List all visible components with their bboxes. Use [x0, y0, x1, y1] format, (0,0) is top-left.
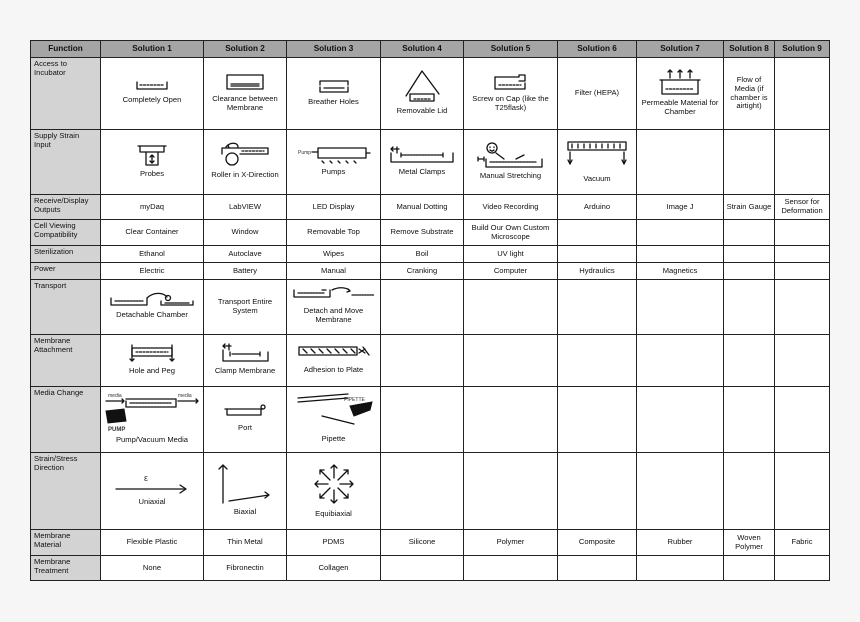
solution-label: Electric [139, 265, 165, 275]
solution-cell [287, 263, 381, 280]
solution-label: Hole and Peg [128, 366, 176, 376]
solution-cell [724, 130, 775, 195]
solution-label: Manual Dotting [396, 201, 448, 211]
solution-label: Silicone [408, 537, 436, 547]
header-solution-4: Solution 4 [381, 41, 464, 58]
morphological-chart-table [30, 40, 830, 581]
function-cell: Strain/Stress Direction [31, 453, 101, 530]
solution-cell [204, 130, 287, 195]
solution-cell [724, 263, 775, 280]
svg-text:Pump: Pump [297, 149, 311, 156]
solution-cell [287, 530, 381, 556]
solution-cell [381, 220, 464, 246]
solution-label: Clear Container [125, 227, 179, 237]
solution-cell [775, 280, 830, 335]
header-row [31, 41, 830, 58]
sketch-drawing [128, 342, 176, 364]
solution-cell [724, 387, 775, 453]
solution-cell [558, 530, 637, 556]
solution-cell [381, 280, 464, 335]
solution-label: Boil [415, 248, 429, 258]
solution-cell [101, 246, 204, 263]
solution-label: Vacuum [583, 173, 611, 183]
solution-label: Build Our Own Custom Microscope [471, 222, 550, 241]
table-row [31, 530, 830, 556]
solution-cell [204, 263, 287, 280]
function-cell: Membrane Attachment [31, 335, 101, 387]
solution-cell [724, 220, 775, 246]
solution-cell [287, 556, 381, 581]
solution-cell [381, 530, 464, 556]
solution-cell [558, 387, 637, 453]
solution-label: PDMS [322, 537, 345, 547]
solution-label: Transport Entire System [217, 297, 273, 315]
solution-cell [775, 530, 830, 556]
solution-cell [287, 220, 381, 246]
solution-label: Adhesion to Plate [303, 365, 364, 375]
solution-label: Clamp Membrane [214, 366, 276, 376]
solution-cell [558, 130, 637, 195]
sketch-drawing [223, 403, 267, 421]
solution-cell [287, 280, 381, 335]
solution-cell [204, 556, 287, 581]
solution-cell [381, 335, 464, 387]
header-solution-5: Solution 5 [464, 41, 558, 58]
solution-cell [558, 335, 637, 387]
solution-cell [637, 263, 724, 280]
solution-cell [464, 335, 558, 387]
solution-cell [724, 280, 775, 335]
solution-cell [464, 220, 558, 246]
sketch-drawing [223, 72, 267, 92]
solution-cell [558, 246, 637, 263]
solution-label: Metal Clamps [398, 166, 446, 176]
table-row [31, 130, 830, 195]
header-function: Function [31, 41, 101, 58]
solution-label: Removable Lid [396, 106, 448, 116]
solution-label: Permeable Material for Chamber [641, 97, 719, 116]
svg-text:PIPETTE: PIPETTE [343, 397, 365, 404]
solution-cell [558, 58, 637, 130]
solution-label: Pump/Vacuum Media [115, 435, 189, 445]
function-cell: Cell Viewing Compatibility [31, 220, 101, 246]
svg-text:media: media [108, 393, 122, 400]
header-solution-6: Solution 6 [558, 41, 637, 58]
solution-cell [464, 387, 558, 453]
solution-label: Manual Stretching [479, 170, 542, 180]
solution-label: Autoclave [228, 248, 262, 258]
solution-cell [775, 453, 830, 530]
solution-cell [637, 58, 724, 130]
solution-cell [287, 130, 381, 195]
solution-label: Detach and Move Membrane [303, 306, 364, 324]
solution-label: Pipette [321, 434, 346, 444]
solution-cell [287, 387, 381, 453]
solution-cell [724, 530, 775, 556]
sketch-drawing [317, 77, 351, 95]
solution-cell [381, 453, 464, 530]
solution-label: Computer [493, 265, 528, 275]
header-solution-7: Solution 7 [637, 41, 724, 58]
sketch-drawing [220, 342, 270, 364]
solution-label: Port [238, 423, 252, 433]
solution-label: Screw on Cap (like the T25flask) [472, 93, 549, 112]
solution-cell [204, 195, 287, 220]
solution-cell [724, 556, 775, 581]
solution-label: Polymer [496, 537, 525, 547]
solution-label: Fibronectin [226, 562, 264, 572]
table-row [31, 246, 830, 263]
sketch-drawing [220, 142, 270, 168]
solution-label: Uniaxial [138, 496, 166, 506]
solution-cell [637, 387, 724, 453]
sketch-drawing [564, 138, 630, 172]
solution-cell [101, 335, 204, 387]
solution-cell [101, 280, 204, 335]
solution-cell [775, 387, 830, 453]
table-row [31, 453, 830, 530]
solution-cell [775, 556, 830, 581]
sketch-drawing [297, 343, 371, 363]
table-row [31, 58, 830, 130]
function-cell: Access to Incubator [31, 58, 101, 130]
solution-cell [464, 280, 558, 335]
solution-label: Remove Substrate [390, 227, 454, 237]
solution-cell [637, 246, 724, 263]
function-cell: Supply Strain Input [31, 130, 101, 195]
sketch-drawing [114, 473, 190, 495]
solution-cell [101, 263, 204, 280]
solution-label: Strain Gauge [726, 201, 772, 211]
solution-cell [204, 335, 287, 387]
solution-cell [637, 220, 724, 246]
table-row [31, 556, 830, 581]
solution-cell [287, 58, 381, 130]
solution-label: Equibiaxial [315, 508, 352, 518]
solution-cell [204, 280, 287, 335]
solution-label: Collagen [318, 562, 349, 572]
solution-cell [558, 556, 637, 581]
table-row [31, 387, 830, 453]
function-cell: Transport [31, 280, 101, 335]
solution-cell [558, 220, 637, 246]
solution-label: Magnetics [662, 265, 698, 275]
solution-label: Biaxial [233, 506, 257, 516]
table-row [31, 280, 830, 335]
sketch-drawing [109, 292, 195, 308]
solution-cell [464, 556, 558, 581]
table-row [31, 195, 830, 220]
solution-cell [204, 58, 287, 130]
solution-label: Roller in X-Direction [211, 169, 279, 179]
solution-cell [464, 58, 558, 130]
solution-label: Flow of Media (if chamber is airtight) [730, 75, 768, 111]
solution-cell [381, 58, 464, 130]
solution-label: Fabric [791, 537, 813, 547]
solution-label: Thin Metal [227, 537, 263, 547]
solution-label: Hydraulics [579, 265, 615, 275]
solution-label: Cranking [406, 265, 438, 275]
solution-cell [558, 195, 637, 220]
solution-label: Video Recording [482, 201, 539, 211]
solution-cell [775, 130, 830, 195]
sketch-drawing [656, 68, 704, 96]
solution-label: LED Display [312, 201, 355, 211]
header-solution-1: Solution 1 [101, 41, 204, 58]
solution-cell [101, 58, 204, 130]
solution-cell [724, 453, 775, 530]
solution-cell [558, 453, 637, 530]
solution-cell [464, 530, 558, 556]
header-solution-9: Solution 9 [775, 41, 830, 58]
sketch-drawing [491, 72, 531, 92]
solution-cell [381, 130, 464, 195]
solution-label: Probes [139, 168, 165, 178]
solution-cell [775, 58, 830, 130]
solution-cell [724, 335, 775, 387]
solution-label: Filter (HEPA) [574, 88, 620, 98]
table-row [31, 335, 830, 387]
solution-cell [775, 263, 830, 280]
solution-label: UV light [497, 248, 524, 258]
solution-label: Wipes [322, 248, 345, 258]
table-row [31, 263, 830, 280]
solution-cell [204, 530, 287, 556]
solution-cell [381, 195, 464, 220]
solution-label: Manual [321, 265, 346, 275]
sketch-drawing [134, 79, 170, 93]
sketch-drawing [217, 463, 273, 505]
solution-cell [775, 195, 830, 220]
svg-text:PUMP: PUMP [108, 427, 126, 434]
sketch-drawing [294, 392, 374, 432]
solution-label: Ethanol [139, 248, 165, 258]
solution-cell [637, 556, 724, 581]
solution-cell [204, 453, 287, 530]
solution-label: Rubber [667, 537, 693, 547]
solution-cell [464, 130, 558, 195]
solution-label: Detachable Chamber [116, 309, 188, 319]
header-solution-8: Solution 8 [724, 41, 775, 58]
solution-label: Battery [232, 265, 258, 275]
function-cell: Receive/Display Outputs [31, 195, 101, 220]
solution-cell [204, 387, 287, 453]
solution-cell [637, 453, 724, 530]
solution-cell [381, 246, 464, 263]
solution-label: LabVIEW [228, 201, 262, 211]
solution-cell [287, 195, 381, 220]
solution-label: Woven Polymer [735, 532, 763, 551]
function-cell: Media Change [31, 387, 101, 453]
solution-cell [381, 387, 464, 453]
solution-cell [637, 130, 724, 195]
solution-cell [381, 263, 464, 280]
solution-cell [101, 220, 204, 246]
solution-cell [724, 58, 775, 130]
header-solution-2: Solution 2 [204, 41, 287, 58]
solution-label: None [142, 562, 162, 572]
solution-cell [464, 246, 558, 263]
solution-cell [464, 195, 558, 220]
solution-cell [101, 130, 204, 195]
solution-label: Image J [666, 201, 694, 211]
sketch-drawing [476, 141, 546, 169]
solution-cell [287, 335, 381, 387]
sketch-drawing [292, 286, 376, 304]
solution-label: Removable Top [307, 227, 360, 237]
function-cell: Membrane Material [31, 530, 101, 556]
solution-cell [287, 453, 381, 530]
solution-label: Pumps [321, 166, 346, 176]
svg-text:ε: ε [144, 472, 149, 483]
solution-cell [724, 195, 775, 220]
sketch-drawing [311, 461, 357, 507]
svg-text:media: media [178, 393, 192, 400]
solution-label: Sensor for Deformation [781, 197, 823, 215]
solution-cell [101, 387, 204, 453]
solution-cell [287, 246, 381, 263]
solution-cell [101, 556, 204, 581]
solution-label: Flexible Plastic [126, 537, 178, 547]
solution-cell [558, 280, 637, 335]
solution-label: Window [231, 227, 259, 237]
solution-cell [637, 280, 724, 335]
sketch-drawing [389, 145, 455, 165]
solution-label: Arduino [583, 201, 611, 211]
solution-cell [775, 335, 830, 387]
solution-label: Breather Holes [308, 97, 359, 107]
solution-cell [204, 246, 287, 263]
sketch-drawing [298, 145, 370, 165]
table-row [31, 220, 830, 246]
function-cell: Power [31, 263, 101, 280]
solution-cell [101, 453, 204, 530]
solution-cell [637, 195, 724, 220]
sketch-drawing [104, 391, 200, 433]
solution-cell [724, 246, 775, 263]
solution-cell [464, 263, 558, 280]
solution-cell [558, 263, 637, 280]
solution-cell [637, 530, 724, 556]
solution-cell [775, 220, 830, 246]
solution-label: Completely Open [122, 95, 182, 105]
header-solution-3: Solution 3 [287, 41, 381, 58]
function-cell: Sterilization [31, 246, 101, 263]
solution-cell [775, 246, 830, 263]
solution-cell [637, 335, 724, 387]
sketch-drawing [135, 143, 169, 167]
sketch-drawing [402, 68, 442, 104]
function-cell: Membrane Treatment [31, 556, 101, 581]
solution-label: myDaq [139, 201, 165, 211]
solution-cell [204, 220, 287, 246]
solution-cell [464, 453, 558, 530]
solution-cell [101, 195, 204, 220]
solution-cell [381, 556, 464, 581]
solution-label: Clearance between Membrane [212, 93, 278, 112]
solution-label: Composite [578, 537, 616, 547]
solution-cell [101, 530, 204, 556]
